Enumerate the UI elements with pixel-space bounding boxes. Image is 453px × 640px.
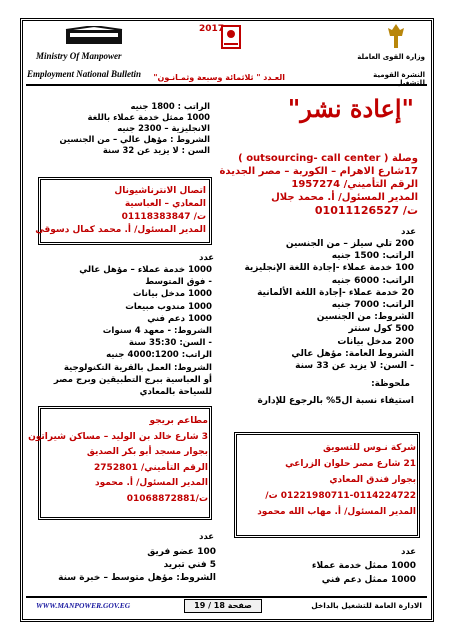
intl-job: 1000 مدخل بيانات [132, 289, 212, 300]
intl-job: 1000 مندوب مبيعات [125, 301, 212, 312]
issue-number: العـدد " ثلاثمائة وسبعة وثمـانـون" [153, 73, 285, 82]
restaurant-job: الشروط: مؤهل متوسط – خبرة سنة [58, 573, 216, 583]
note-text: استيفاء نسبة ال5% بالرجوع للإدارة [257, 396, 414, 406]
callcenter-job: 200 تلي سيلز – من الجنسين [285, 239, 414, 249]
bulletin-logo-icon [218, 20, 244, 52]
restaurant-job: 100 عضو فريق [147, 547, 216, 557]
intl-jobs [36, 264, 212, 398]
restaurant-line: ت/01068872881 [126, 493, 208, 504]
top-left-line: الشروط : مؤهل عالي – من الجنسين [59, 134, 210, 144]
restaurant-box-text [28, 414, 208, 507]
callcenter-line: 17شارع الاهرام – الكوربة – مصر الجديدة [219, 166, 418, 177]
callcenter-company [219, 152, 418, 217]
marketing-box-text [238, 440, 416, 520]
footer-department: الادارة العامة للتشغيل بالداخل [311, 601, 422, 610]
intl-job: الراتب: 4000:1200 جنيه [106, 350, 212, 361]
restaurant-line: الرقم التأميني/ 2752801 [94, 462, 208, 473]
intl-line: المدير المسئول/ أ. محمد كمال دسوقي [35, 225, 206, 235]
ministry-ar: وزارة القوى العاملة [357, 53, 425, 61]
callcenter-jobs [222, 238, 414, 372]
intl-job: 1000 خدمة عملاء – مؤهل عالي [79, 265, 212, 275]
restaurant-jobs [40, 546, 216, 585]
restaurant-job: 5 فني تبريد [163, 560, 216, 570]
top-left-block [40, 101, 210, 156]
intl-job: للسياحة بالمعادي [139, 387, 212, 398]
callcenter-job: 100 خدمة عملاء -إجادة اللغة الإنجليزية [244, 263, 414, 274]
callcenter-job: الراتب: 6000 جنيه [331, 275, 414, 286]
intl-count-header: عدد [199, 252, 214, 262]
marketing-line: 21 شارع مصر حلوان الزراعي [285, 459, 416, 469]
restaurant-count-header: عدد [199, 531, 214, 541]
marketing-line: شركة نـوس للتسويق [323, 443, 416, 453]
callcenter-line: المدير المسئول/ أ. محمد جلال [271, 192, 418, 203]
marketing-jobs [250, 559, 416, 587]
intl-job: الشروط: - معهد 4 سنوات [102, 326, 212, 337]
ministry-logo-icon [64, 26, 124, 48]
callcenter-line: وصلة ( outsourcing- call center ) [238, 153, 418, 164]
marketing-job: 1000 ممثل خدمة عملاء [311, 561, 416, 571]
intl-line: ت/ 01118383847 [121, 212, 206, 222]
bulletin-en: Employment National Bulletin [27, 69, 142, 79]
intl-job: 1000 دعم فني [147, 313, 212, 324]
intl-job: - فوق المتوسط [145, 277, 212, 288]
callcenter-job: - السن: لا يزيد عن 33 سنة [295, 361, 414, 372]
marketing-line: 01221980711-0114224722 ت/ [265, 491, 416, 501]
note-title: ملحوظة: [371, 379, 410, 389]
restaurant-line: المدير المسئول/ أ. محمود [94, 478, 208, 488]
callcenter-line: الرقم التأميني/ 1957274 [291, 179, 418, 190]
intl-job: الشروط: العمل بالقرية التكنولوجية [63, 362, 212, 373]
callcenter-job: الراتب: 7000 جنيه [331, 300, 414, 311]
restaurant-line: 3 شارع خالد بن الوليد – مساكن شيراتون [28, 431, 208, 442]
bulletin-ar: النشرة القومية للتشغيل [373, 71, 425, 87]
intl-box-text [35, 185, 206, 237]
callcenter-count-header: عدد [401, 226, 416, 236]
eagle-emblem-icon [386, 22, 406, 52]
intl-line: المعادي – العباسية [124, 199, 206, 209]
top-left-line: 1000 ممثل خدمة عملاء باللغة [87, 112, 210, 122]
marketing-job: 1000 ممثل دعم فني [321, 575, 416, 585]
top-left-line: السن : لا يزيد عن 32 سنة [102, 145, 210, 155]
ministry-en: Ministry Of Manpower [36, 51, 122, 61]
callcenter-job: الشروط العامة: مؤهل عالي [291, 348, 414, 359]
restaurant-line: بجوار مسجد أبو بكر الصديق [86, 447, 208, 457]
footer-divider [26, 596, 427, 598]
top-left-line: الانجليزية – 2300 جنيه [117, 123, 210, 133]
reannounce-title: "إعادة نشر" [287, 94, 414, 123]
footer-website[interactable]: WWW.MANPOWER.GOV.EG [36, 601, 131, 610]
footer-page-number: صفحة 18 / 19 [184, 599, 262, 613]
intl-job: أو العباسية ببرج التطبيقين وبرج مصر [53, 374, 212, 385]
intl-job: - السن: 35:30 سنة [128, 338, 212, 349]
marketing-count-header: عدد [401, 546, 416, 556]
year: 2017 [199, 24, 225, 34]
top-left-line: الراتب : 1800 جنيه [130, 101, 210, 111]
callcenter-job: الشروط: من الجنسين [316, 312, 414, 323]
restaurant-line: مطاعم بريجو [149, 416, 208, 426]
callcenter-job: الراتب: 1500 جنيه [331, 251, 414, 262]
marketing-line: بجوار فندق المعادي [329, 475, 416, 485]
callcenter-job: 20 خدمة عملاء -إجادة اللغة الألمانية [257, 287, 414, 298]
callcenter-job: 200 مدخل بيانات [337, 336, 414, 347]
intl-line: اتصال الانترناشيونال [114, 186, 206, 196]
callcenter-job: 500 كول سنتر [348, 324, 414, 335]
marketing-line: المدير المسئول/ أ. مهاب الله محمود [257, 507, 416, 517]
callcenter-phone: ت/ 01011126527 [314, 204, 418, 217]
header-divider [26, 84, 427, 86]
